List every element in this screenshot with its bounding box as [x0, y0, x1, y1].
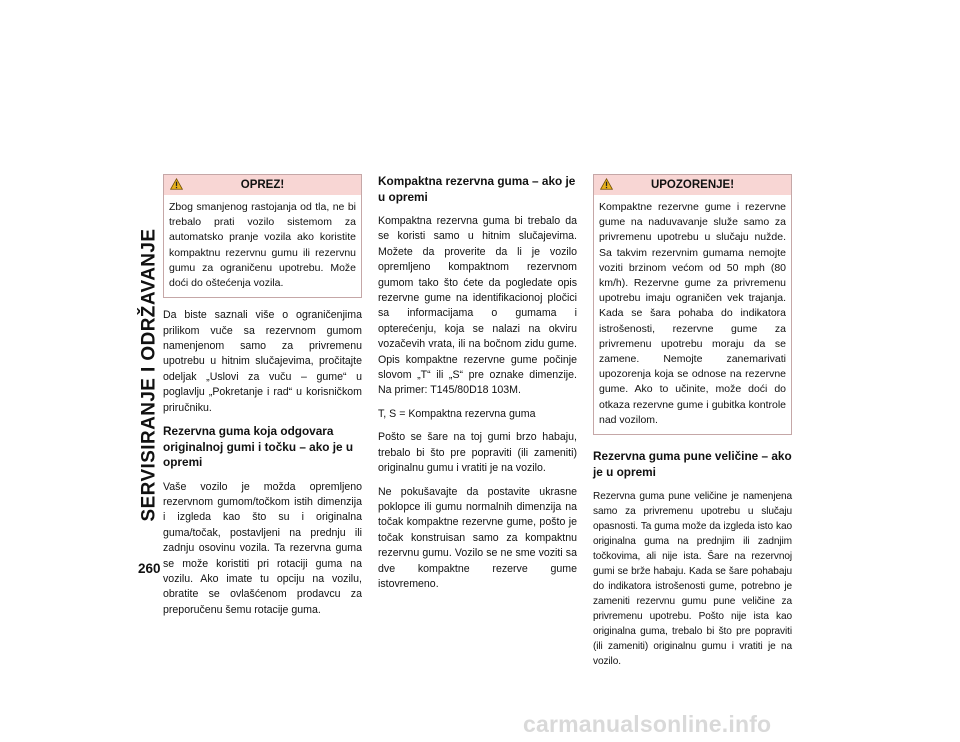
warning-triangle-icon [600, 178, 613, 190]
caution-title: OPREZ! [240, 179, 285, 191]
caution-text: Zbog smanjenog rastojanja od tla, ne bi trebalo prati vozilo sistemom za automatsko pranje vozila ako koristite kompaktnu rezervnu gumu ili rezervnu gumu za ograničenu upotrebu. Može doći do oštećenja vozila. [169, 201, 356, 290]
towing-paragraph: Da biste saznali više o ograničenjima prilikom vuče sa rezervnom gumom namenjenom samo za privremenu upotrebu u hitnim slučajevima, pročitajte odeljak „Uslovi za vuču – gume“ u poglavlju „Pokretanje i rad“ u korisničkom priručniku. [163, 309, 362, 414]
caution-box [163, 174, 362, 298]
matching-spare-heading: Rezervna guma koja odgovara originalnoj gumi i točku – ako je u opremi [163, 424, 354, 470]
column-middle [378, 174, 577, 600]
chapter-side-title [136, 176, 162, 574]
full-size-spare-heading: Rezervna guma pune veličine – ako je u opremi [593, 449, 792, 479]
compact-spare-paragraph-4: Ne pokušavajte da postavite ukrasne poklopce ili gumu normalnih dimenzija na točak kompaktne rezervne gume, pošto je točak konstruisan samo za kompaktnu rezervnu gumu. Vozilo se ne sme voziti sa dve kompaktne rezerve gume istovremeno. [378, 485, 577, 590]
warning-text: Kompaktne rezervne gume i rezervne gume na naduvavanje služe samo za privremenu upotrebu u slučaju nužde. Sa takvim rezervnim gumama nemojte voziti brzinom većom od 50 mph (80 km/h). Rezervne gume za privremenu upotrebu imaju ograničen vek trajanja. Kada se šara pohaba do indikatora istrošenosti, rezervne gume za privremenu upotrebu moraju da se zamene. Nemojte zanemarivati upozorenja koja se odnose na rezervne gume. Ako to učinite, može doći do otkaza rezervne gume i gubitka kontrole nad vozilom. [599, 201, 786, 426]
watermark: carmanualsonline.info [523, 711, 772, 737]
compact-spare-paragraph-3: Pošto se šare na toj gumi brzo habaju, trebalo bi što pre popraviti (ili zameniti) originalnu gumu i vratiti je na vozilo. [378, 431, 577, 475]
compact-spare-paragraph-1: Kompaktna rezervna guma bi trebalo da se koristi samo u hitnim slučajevima. Možete da proverite da li je vozilo opremljeno kompaktnom rezervnom gumom tako što ćete da pogledate opis rezervne gume na identifikacionoj pločici sa informacijama o gumama i opterećenju, koja se nalazi na okviru vozačevih vrata, ili na bočnom zidu gume. Opis kompaktne rezervne gume počinje slovom „T“ ili „S“ pre oznake dimenzije. Na primer: T145/80D18 103M. [378, 215, 577, 397]
warning-box [593, 174, 792, 435]
warning-header [594, 175, 791, 195]
caution-header [164, 175, 361, 195]
matching-spare-paragraph: Vaše vozilo je možda opremljeno rezervnom gumom/točkom istih dimenzija i izgleda kao što su i originalna guma/točak, postavljeni na prednju ili zadnju osovinu vozila. Ta rezervna guma se može koristiti pri rotaciji guma na vozilu. Ako imate tu opciju na vozilu, obratite se ovlašćenom prodavcu za preporučenu šemu rotacije guma. [163, 480, 362, 616]
compact-spare-heading: Kompaktna rezervna guma – ako je u opremi [378, 174, 576, 204]
column-left [163, 174, 362, 626]
chapter-title-text: SERVISIRANJE I ODRŽAVANJE [138, 228, 160, 522]
full-size-spare-paragraph: Rezervna guma pune veličine je namenjena samo za privremenu upotrebu u slučaju opasnosti. Ta guma može da izgleda isto kao originalna guma na prednjim ili zadnjim točkovima, ali nije ista. Šare na rezervnoj gumi se brže habaju. Kada se šare pohabaju do indikatora istrošenosti gume, potrebno je zameniti rezervnu gumu pune veličine za privremenu upotrebu. Pošto nije ista kao originalna guma, trebalo bi što pre popraviti (ili zameniti) originalnu gumu i vratiti je na vozilo. [593, 491, 792, 668]
warning-title: UPOZORENJE! [650, 179, 735, 191]
page-number: 260 [138, 561, 161, 576]
warning-triangle-icon [170, 178, 183, 190]
compact-spare-paragraph-2: T, S = Kompaktna rezervna guma [378, 407, 536, 420]
column-right [593, 174, 792, 677]
